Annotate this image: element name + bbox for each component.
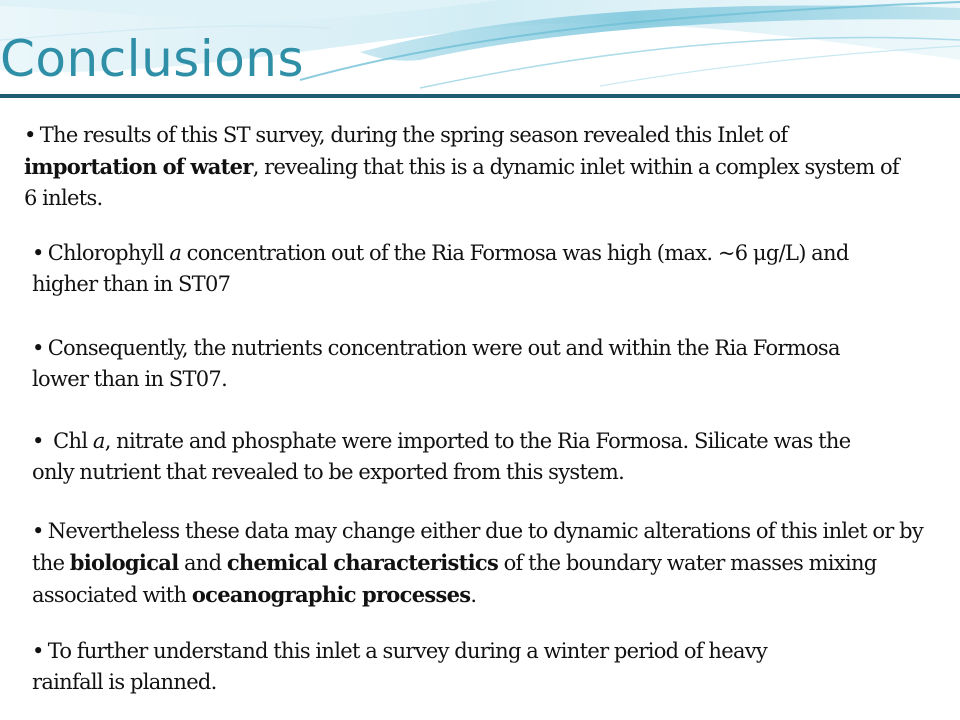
bullet-marker: • [24,123,36,147]
bullet-6 [32,636,812,698]
bullet-4-segment-3: , nitrate and phosphate were imported to the Ria Formosa. Silicate was the only nutrient that revealed to be exported from this system. [32,429,851,484]
slide-title: Conclusions [0,30,305,88]
title-divider [0,94,960,98]
bullet-5 [32,516,937,611]
bullet-2-segment-3: concentration out of the Ria Formosa was high (max. ~6 μg/L) and higher than in ST07 [32,241,849,296]
bullet-marker: • [32,639,44,663]
bullet-2-segment-1: Chlorophyll [47,241,170,265]
bullet-5-segment-3: and [178,551,227,575]
bullet-3-segment-1: Consequently, the nutrients concentration were out and within the Ria Formosa lower than in ST07. [32,336,840,391]
bullet-1 [24,120,904,214]
bullet-5-segment-7: . [470,583,477,607]
bullet-4-segment-1: Chl [47,429,93,453]
bullet-1-segment-1: The results of this ST survey, during the spring season revealed this Inlet of [39,123,788,147]
bullet-1-segment-3: , revealing that this is a dynamic inlet within a complex system of 6 inlets. [24,155,899,210]
bullet-5-segment-4: chemical characteristics [226,550,499,575]
bullet-5-segment-6: oceanographic processes [191,582,471,607]
bullet-4 [32,426,887,488]
bullet-marker: • [32,519,44,543]
bullet-6-segment-1: To further understand this inlet a survey during a winter period of heavy rainfall is planned. [32,639,768,694]
bullet-2 [32,238,867,300]
bullet-1-segment-2: importation of water [24,154,253,179]
bullet-marker: • [32,429,44,453]
bullet-4-segment-2: a [92,429,105,453]
bullet-5-segment-5: of the boundary water masses mixing associated with [32,551,877,607]
bullet-5-segment-2: biological [69,550,179,575]
bullet-marker: • [32,241,44,265]
bullet-marker: • [32,336,44,360]
bullet-2-segment-2: a [169,241,182,265]
bullet-5-segment-1: Nevertheless these data may change either due to dynamic alterations of this inlet or by the [32,519,924,575]
bullet-3 [32,333,867,395]
